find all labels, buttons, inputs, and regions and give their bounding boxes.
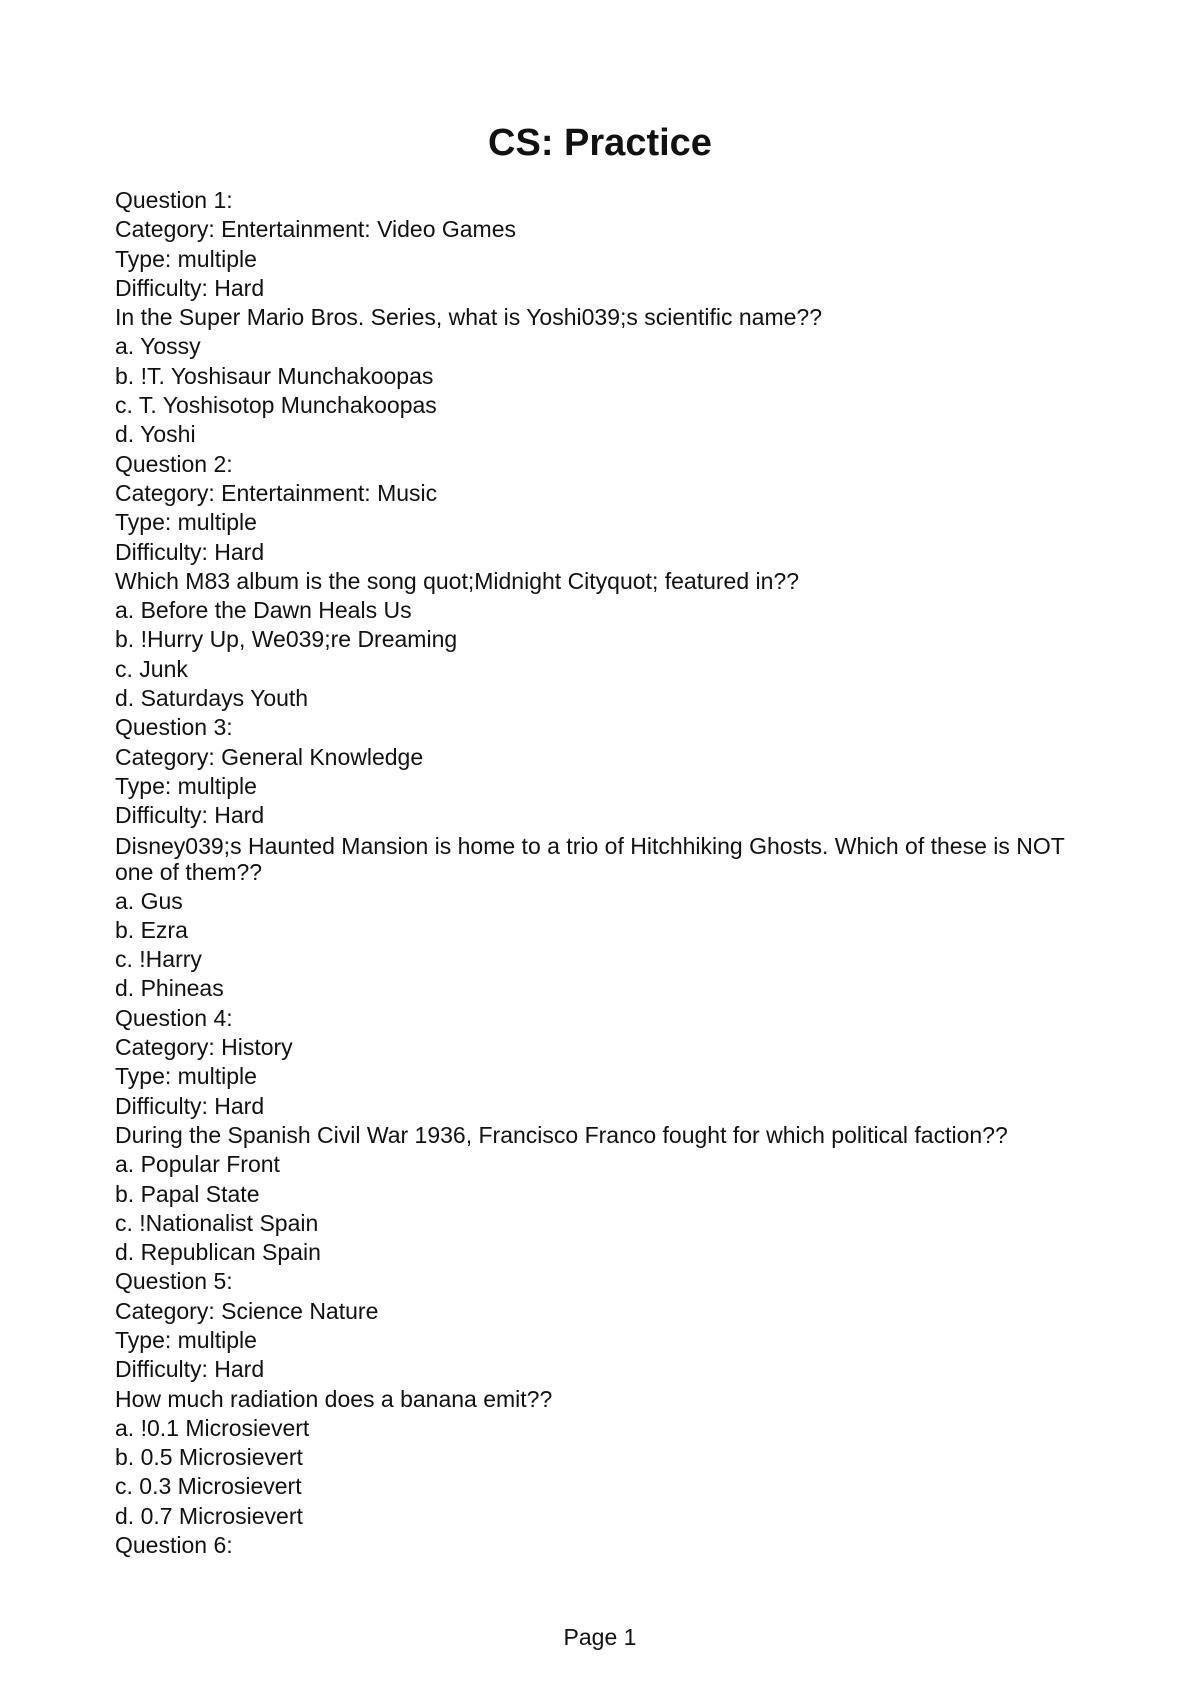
question-text: Which M83 album is the song quot;Midnight Cityquot; featured in?? (115, 567, 799, 594)
question-category: Category: Entertainment: Video Games (115, 216, 517, 243)
question-difficulty: Difficulty: Hard (115, 802, 265, 829)
question-2 (115, 450, 1075, 714)
answer-option: a. Yossy (115, 333, 201, 360)
answer-option: c. 0.3 Microsievert (115, 1473, 302, 1500)
question-difficulty: Difficulty: Hard (115, 538, 265, 565)
question-heading: Question 1: (115, 187, 233, 213)
question-type: Type: multiple (115, 245, 257, 272)
question-text: In the Super Mario Bros. Series, what is Yoshi039;s scientific name?? (115, 304, 822, 331)
question-heading: Question 2: (115, 450, 233, 477)
question-heading: Question 4: (115, 1004, 233, 1031)
question-type: Type: multiple (115, 772, 257, 799)
question-heading: Question 6: (115, 1532, 233, 1559)
question-5 (115, 1267, 1075, 1531)
question-type: Type: multiple (115, 1326, 257, 1353)
answer-option: d. Republican Spain (115, 1239, 321, 1266)
question-text: How much radiation does a banana emit?? (115, 1385, 553, 1412)
answer-option: b. Papal State (115, 1180, 260, 1207)
question-category: Category: Science Nature (115, 1297, 379, 1324)
question-type: Type: multiple (115, 1063, 257, 1090)
question-text: Disney039;s Haunted Mansion is home to a trio of Hitchhiking Ghosts. Which of these is NOT one of them?? (115, 832, 1065, 885)
page-number: Page 1 (563, 1624, 637, 1650)
answer-option: b. 0.5 Microsievert (115, 1444, 303, 1471)
question-difficulty: Difficulty: Hard (115, 1092, 265, 1119)
answer-option: d. Phineas (115, 975, 224, 1002)
question-text: During the Spanish Civil War 1936, Francisco Franco fought for which political faction?? (115, 1121, 1008, 1148)
question-list (115, 186, 1075, 1560)
answer-option: d. 0.7 Microsievert (115, 1502, 303, 1529)
question-type: Type: multiple (115, 509, 257, 536)
question-category: Category: History (115, 1034, 293, 1061)
answer-option: d. Yoshi (115, 421, 196, 448)
question-4 (115, 1004, 1075, 1268)
question-3 (115, 713, 1075, 1003)
answer-option: b. !Hurry Up, We039;re Dreaming (115, 626, 458, 653)
answer-option: b. !T. Yoshisaur Munchakoopas (115, 362, 434, 389)
answer-option: a. Before the Dawn Heals Us (115, 597, 412, 624)
question-heading: Question 3: (115, 714, 233, 741)
question-heading: Question 5: (115, 1268, 233, 1295)
answer-option: c. T. Yoshisotop Munchakoopas (115, 392, 437, 419)
page-title: CS: Practice (488, 122, 712, 164)
answer-option: d. Saturdays Youth (115, 685, 309, 712)
question-difficulty: Difficulty: Hard (115, 274, 265, 301)
answer-option: a. Gus (115, 887, 183, 914)
answer-option: a. !0.1 Microsievert (115, 1414, 310, 1441)
answer-option: c. Junk (115, 655, 188, 682)
answer-option: b. Ezra (115, 916, 188, 943)
answer-option: c. !Harry (115, 946, 202, 973)
answer-option: c. !Nationalist Spain (115, 1209, 319, 1236)
question-category: Category: Entertainment: Music (115, 479, 438, 506)
answer-option: a. Popular Front (115, 1151, 280, 1178)
question-1 (115, 186, 1075, 450)
question-6 (115, 1531, 1075, 1560)
question-category: Category: General Knowledge (115, 743, 424, 770)
question-difficulty: Difficulty: Hard (115, 1356, 265, 1383)
